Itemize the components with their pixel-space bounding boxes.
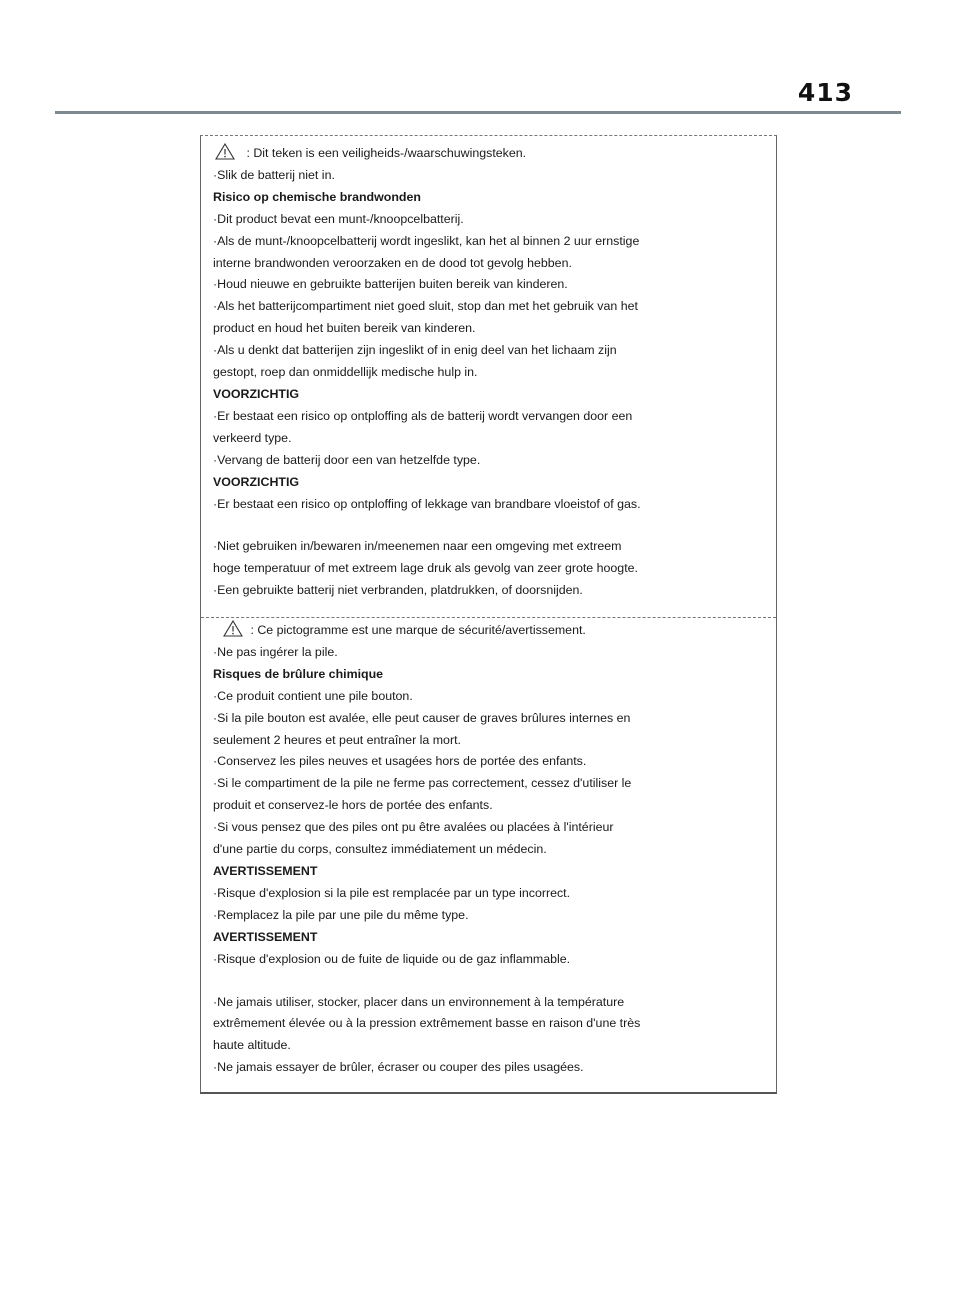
french-text-line: ·Ce produit contient une pile bouton. — [213, 688, 413, 703]
warning-triangle-icon — [215, 143, 235, 160]
dutch-text-line: ·Als u denkt dat batterijen zijn ingeslikt of in enig deel van het lichaam zijn — [213, 343, 617, 358]
french-text-line: ·Ne jamais utiliser, stocker, placer dans un environnement à la température — [213, 994, 625, 1009]
french-text-line: ·Remplacez la pile par une pile du même type. — [213, 907, 469, 922]
dutch-text-line: interne brandwonden veroorzaken en de dood tot gevolg hebben. — [213, 255, 572, 270]
french-text-line: haute altitude. — [213, 1038, 291, 1053]
french-text-line: ·Ne jamais essayer de brûler, écraser ou couper des piles usagées. — [213, 1060, 584, 1075]
dutch-heading: VOORZICHTIG — [213, 386, 300, 401]
french-text-line: extrêmement élevée ou à la pression extrêmement basse en raison d'une très — [213, 1016, 641, 1031]
dutch-text-line: ·Niet gebruiken in/bewaren in/meenemen naar een omgeving met extreem — [213, 539, 622, 554]
dutch-heading: Risico op chemische brandwonden — [213, 189, 421, 204]
dutch-text-line: ·Als het batterijcompartiment niet goed sluit, stop dan met het gebruik van het — [213, 299, 638, 314]
dutch-text-line: product en houd het buiten bereik van kinderen. — [213, 321, 476, 336]
french-text-line: ·Ne pas ingérer la pile. — [213, 644, 338, 659]
page-number: 413 — [797, 78, 853, 107]
dutch-text-line: gestopt, roep dan onmiddellijk medische hulp in. — [213, 365, 478, 380]
dutch-text-line: ·Er bestaat een risico op ontploffing als de batterij wordt vervangen door een — [213, 408, 633, 423]
warning-triangle-icon — [223, 620, 243, 637]
french-text-line: ·Risque d'explosion ou de fuite de liquide ou de gaz inflammable. — [213, 951, 571, 966]
french-symbol-line — [213, 620, 766, 642]
french-symbol-text: : Ce pictogramme est une marque de sécurité/avertissement. — [250, 623, 586, 637]
french-text-line: ·Si vous pensez que des piles ont pu être avalées ou placées à l'intérieur — [213, 820, 614, 835]
dutch-text-line: ·Vervang de batterij door een van hetzelfde type. — [213, 452, 481, 467]
french-heading: AVERTISSEMENT — [213, 863, 318, 878]
french-section — [213, 620, 766, 1079]
dutch-text-line: verkeerd type. — [213, 430, 292, 445]
french-text-line: produit et conservez-le hors de portée des enfants. — [213, 798, 493, 813]
dutch-text-line: ·Er bestaat een risico op ontploffing of lekkage van brandbare vloeistof of gas. — [213, 496, 641, 511]
french-heading: Risques de brûlure chimique — [213, 666, 384, 681]
dutch-symbol-text: : Dit teken is een veiligheids-/waarschuwingsteken. — [246, 146, 527, 160]
french-text-line: ·Si le compartiment de la pile ne ferme pas correctement, cessez d'utiliser le — [213, 776, 632, 791]
dutch-symbol-line — [213, 143, 766, 165]
french-text-line: ·Conservez les piles neuves et usagées hors de portée des enfants. — [213, 754, 587, 769]
header-rule — [55, 111, 901, 114]
french-text-line: d'une partie du corps, consultez immédiatement un médecin. — [213, 842, 547, 857]
french-text-line: ·Si la pile bouton est avalée, elle peut causer de graves brûlures internes en — [213, 710, 631, 725]
dutch-text-line: ·Als de munt-/knoopcelbatterij wordt ingeslikt, kan het al binnen 2 uur ernstige — [213, 233, 640, 248]
dutch-text-line: ·Dit product bevat een munt-/knoopcelbatterij. — [213, 211, 464, 226]
dutch-heading: VOORZICHTIG — [213, 474, 300, 489]
french-text-line: seulement 2 heures et peut entraîner la mort. — [213, 732, 461, 747]
spacer — [213, 971, 766, 992]
french-heading: AVERTISSEMENT — [213, 929, 318, 944]
battery-notice-box — [200, 135, 777, 1094]
section-divider — [201, 617, 776, 618]
dutch-text-line: ·Houd nieuwe en gebruikte batterijen buiten bereik van kinderen. — [213, 277, 568, 292]
dutch-text-line: hoge temperatuur of met extreem lage druk als gevolg van zeer grote hoogte. — [213, 561, 638, 576]
dutch-text-line: ·Slik de batterij niet in. — [213, 167, 335, 182]
spacer — [213, 515, 766, 536]
dutch-text-line: ·Een gebruikte batterij niet verbranden, platdrukken, of doorsnijden. — [213, 583, 583, 598]
french-text-line: ·Risque d'explosion si la pile est remplacée par un type incorrect. — [213, 885, 571, 900]
dutch-section — [213, 143, 766, 602]
